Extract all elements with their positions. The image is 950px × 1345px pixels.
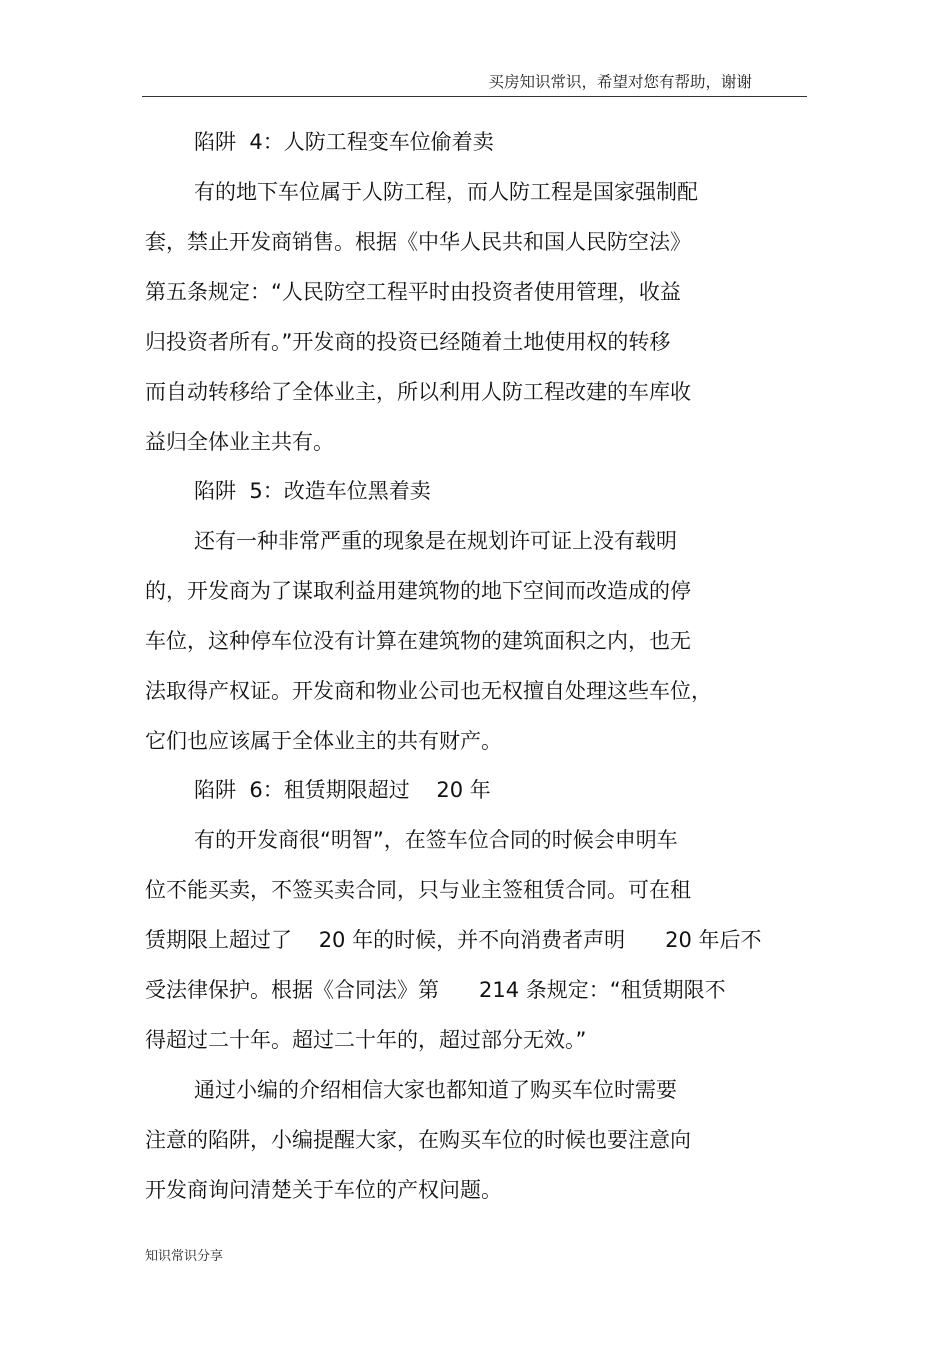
section-heading-trap-4: 陷阱 4：人防工程变车位偷着卖: [194, 130, 494, 154]
text-line: 法取得产权证。开发商和物业公司也无权擅自处理这些车位，: [145, 679, 712, 703]
header-text: 买房知识常识，希望对您有帮助，谢谢: [488, 73, 752, 91]
text-line: 受法律保护。根据《合同法》第 214 条规定：“租赁期限不: [145, 978, 726, 1002]
text-line: 归投资者所有。”开发商的投资已经随着土地使用权的转移: [145, 330, 671, 354]
page-footer: 知识常识分享: [145, 1249, 224, 1264]
text-line: 的，开发商为了谋取利益用建筑物的地下空间而改造成的停: [145, 579, 691, 603]
text-line: 还有一种非常严重的现象是在规划许可证上没有载明: [194, 529, 677, 553]
section-heading-trap-6: 陷阱 6：租赁期限超过 20 年: [194, 778, 491, 802]
text-line: 它们也应该属于全体业主的共有财产。: [145, 729, 502, 753]
header-divider: [142, 96, 807, 97]
text-line: 套，禁止开发商销售。根据《中华人民共和国人民防空法》: [145, 230, 691, 254]
text-line: 通过小编的介绍相信大家也都知道了购买车位时需要: [194, 1078, 677, 1102]
text-line: 有的地下车位属于人防工程，而人防工程是国家强制配: [194, 180, 698, 204]
text-line: 有的开发商很“明智”，在签车位合同的时候会申明车: [194, 828, 678, 852]
section-heading-trap-5: 陷阱 5：改造车位黑着卖: [194, 479, 431, 503]
text-line: 位不能买卖，不签买卖合同，只与业主签租赁合同。可在租: [145, 878, 691, 902]
text-line: 而自动转移给了全体业主，所以利用人防工程改建的车库收: [145, 380, 691, 404]
text-line: 第五条规定：“人民防空工程平时由投资者使用管理，收益: [145, 280, 681, 304]
text-line: 车位，这种停车位没有计算在建筑物的建筑面积之内，也无: [145, 629, 691, 653]
text-line: 得超过二十年。超过二十年的，超过部分无效。”: [145, 1028, 587, 1052]
page-header: [0, 0, 950, 100]
text-line: 益归全体业主共有。: [145, 430, 334, 454]
text-line: 注意的陷阱，小编提醒大家，在购买车位的时候也要注意向: [145, 1128, 691, 1152]
text-line: 赁期限上超过了 20 年的时候，并不向消费者声明 20 年后不: [145, 928, 762, 952]
text-line: 开发商询问清楚关于车位的产权问题。: [145, 1178, 502, 1202]
